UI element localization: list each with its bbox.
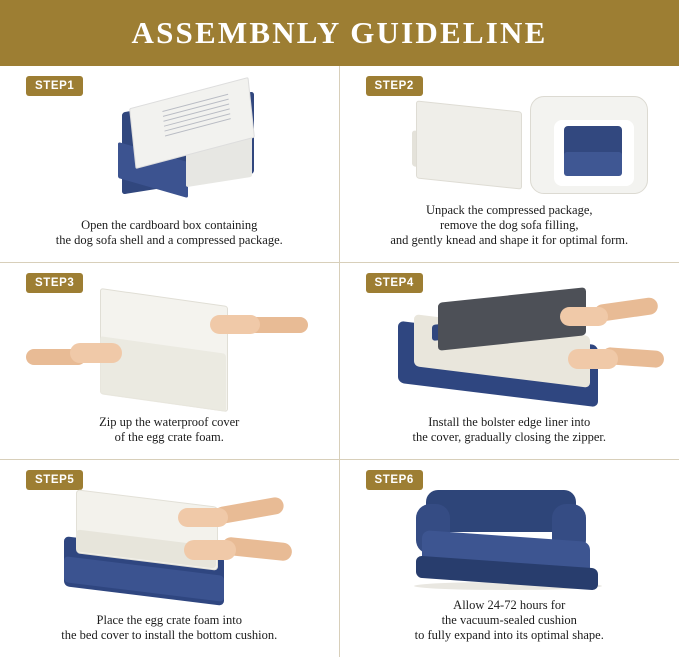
step-badge-2: STEP2 <box>366 76 423 96</box>
step-caption-2 <box>354 203 666 254</box>
step-badge-1: STEP1 <box>26 76 83 96</box>
step-badge-4: STEP4 <box>366 273 423 293</box>
page-header <box>0 0 679 66</box>
caption-line: the cover, gradually closing the zipper. <box>412 430 607 444</box>
upper-hand-shape <box>560 307 608 326</box>
step-badge-5: STEP5 <box>26 470 83 490</box>
caption-line: Place the egg crate foam into <box>96 613 242 627</box>
caption-line: the bed cover to install the bottom cushion. <box>61 628 278 642</box>
caption-line: Unpack the compressed package, <box>425 203 593 217</box>
step-caption-3 <box>14 415 325 451</box>
caption-line: Install the bolster edge liner into <box>428 415 591 429</box>
lower-hand-shape <box>184 540 236 560</box>
steps-grid <box>0 66 679 657</box>
caption-line: and gently knead and shape it for optimal form. <box>390 233 629 247</box>
step-cell-4 <box>340 263 679 460</box>
step-illustration-3 <box>14 287 325 415</box>
step-cell-1 <box>0 66 340 263</box>
caption-line: remove the dog sofa filling, <box>439 218 579 232</box>
step-caption-4 <box>354 415 666 451</box>
caption-line: to fully expand into its optimal shape. <box>414 628 604 642</box>
caption-line: of the egg crate foam. <box>114 430 224 444</box>
caption-line: Open the cardboard box containing <box>81 218 258 232</box>
step-cell-6 <box>340 460 679 657</box>
step-caption-5 <box>14 613 325 649</box>
step-illustration-5 <box>14 484 325 613</box>
upper-hand-shape <box>178 508 228 527</box>
step-illustration-6 <box>354 484 666 598</box>
step-cell-2 <box>340 66 679 263</box>
caption-line: Allow 24-72 hours for <box>453 598 566 612</box>
caption-line: the vacuum-sealed cushion <box>441 613 577 627</box>
step-cell-5 <box>0 460 340 657</box>
left-hand-shape <box>70 343 122 363</box>
right-hand-shape <box>210 315 260 334</box>
step-illustration-2 <box>354 90 666 203</box>
step-cell-3 <box>0 263 340 460</box>
step-badge-6: STEP6 <box>366 470 423 490</box>
lower-hand-shape <box>568 349 618 369</box>
step-illustration-1 <box>14 90 325 218</box>
step-badge-3: STEP3 <box>26 273 83 293</box>
caption-line: Zip up the waterproof cover <box>99 415 240 429</box>
step-illustration-4 <box>354 287 666 415</box>
page-title: ASSEMBNLY GUIDELINE <box>131 15 548 50</box>
compressed-package-shape <box>416 100 522 189</box>
step-caption-1 <box>14 218 325 254</box>
sofa-shell-blue-lower-shape <box>564 152 622 176</box>
caption-line: the dog sofa shell and a compressed package. <box>55 233 283 247</box>
step-caption-6 <box>354 598 666 649</box>
